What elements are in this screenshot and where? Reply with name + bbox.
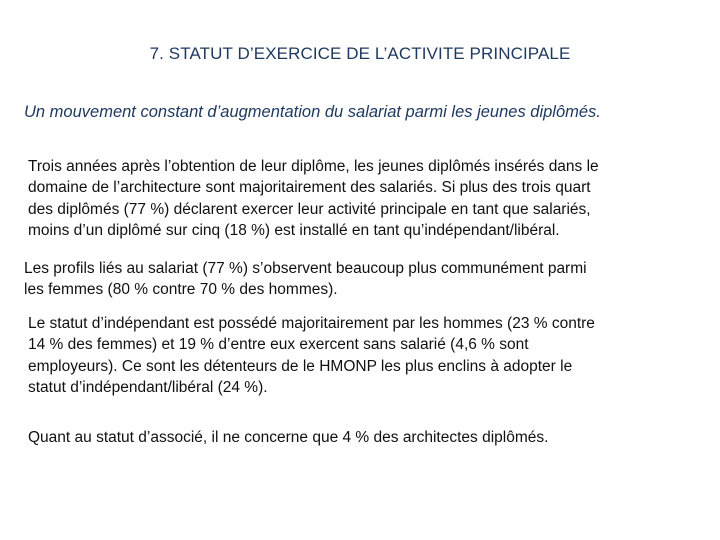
paragraph-line: moins d’un diplômé sur cinq (18 %) est installé en tant qu’indépendant/libéral. (28, 221, 560, 239)
paragraph-line: employeurs). Ce sont les détenteurs de le HMONP les plus enclins à adopter le (28, 357, 573, 375)
paragraph-line: domaine de l’architecture sont majoritairement des salariés. Si plus des trois quart (28, 179, 591, 197)
paragraph-line: Les profils liés au salariat (77 %) s’observent beaucoup plus communément parmi (24, 260, 587, 277)
paragraph-independent-status (28, 313, 698, 398)
paragraph-line: Quant au statut d’associé, il ne concerne que 4 % des architectes diplômés. (28, 429, 549, 446)
paragraph-line: des diplômés (77 %) déclarent exercer leur activité principale en tant que salariés, (28, 200, 591, 218)
paragraph-line: les femmes (80 % contre 70 % des hommes). (24, 281, 338, 299)
page-subtitle: Un mouvement constant d’augmentation du salariat parmi les jeunes diplômés. (24, 103, 601, 121)
paragraph-line: Le statut d’indépendant est possédé majoritairement par les hommes (23 % contre (28, 315, 595, 332)
paragraph-line: 14 % des femmes) et 19 % d’entre eux exercent sans salarié (4,6 % sont (28, 336, 529, 354)
page-title: 7. STATUT D’EXERCICE DE L’ACTIVITE PRINCIPALE (149, 44, 571, 63)
paragraph-salaried-by-gender (24, 258, 694, 301)
paragraph-line: statut d’indépendant/libéral (24 %). (28, 378, 268, 396)
paragraph-line: Trois années après l’obtention de leur diplôme, les jeunes diplômés insérés dans le (28, 158, 599, 175)
paragraph-associate-status (28, 427, 698, 448)
paragraph-salaried-majority (28, 156, 698, 241)
